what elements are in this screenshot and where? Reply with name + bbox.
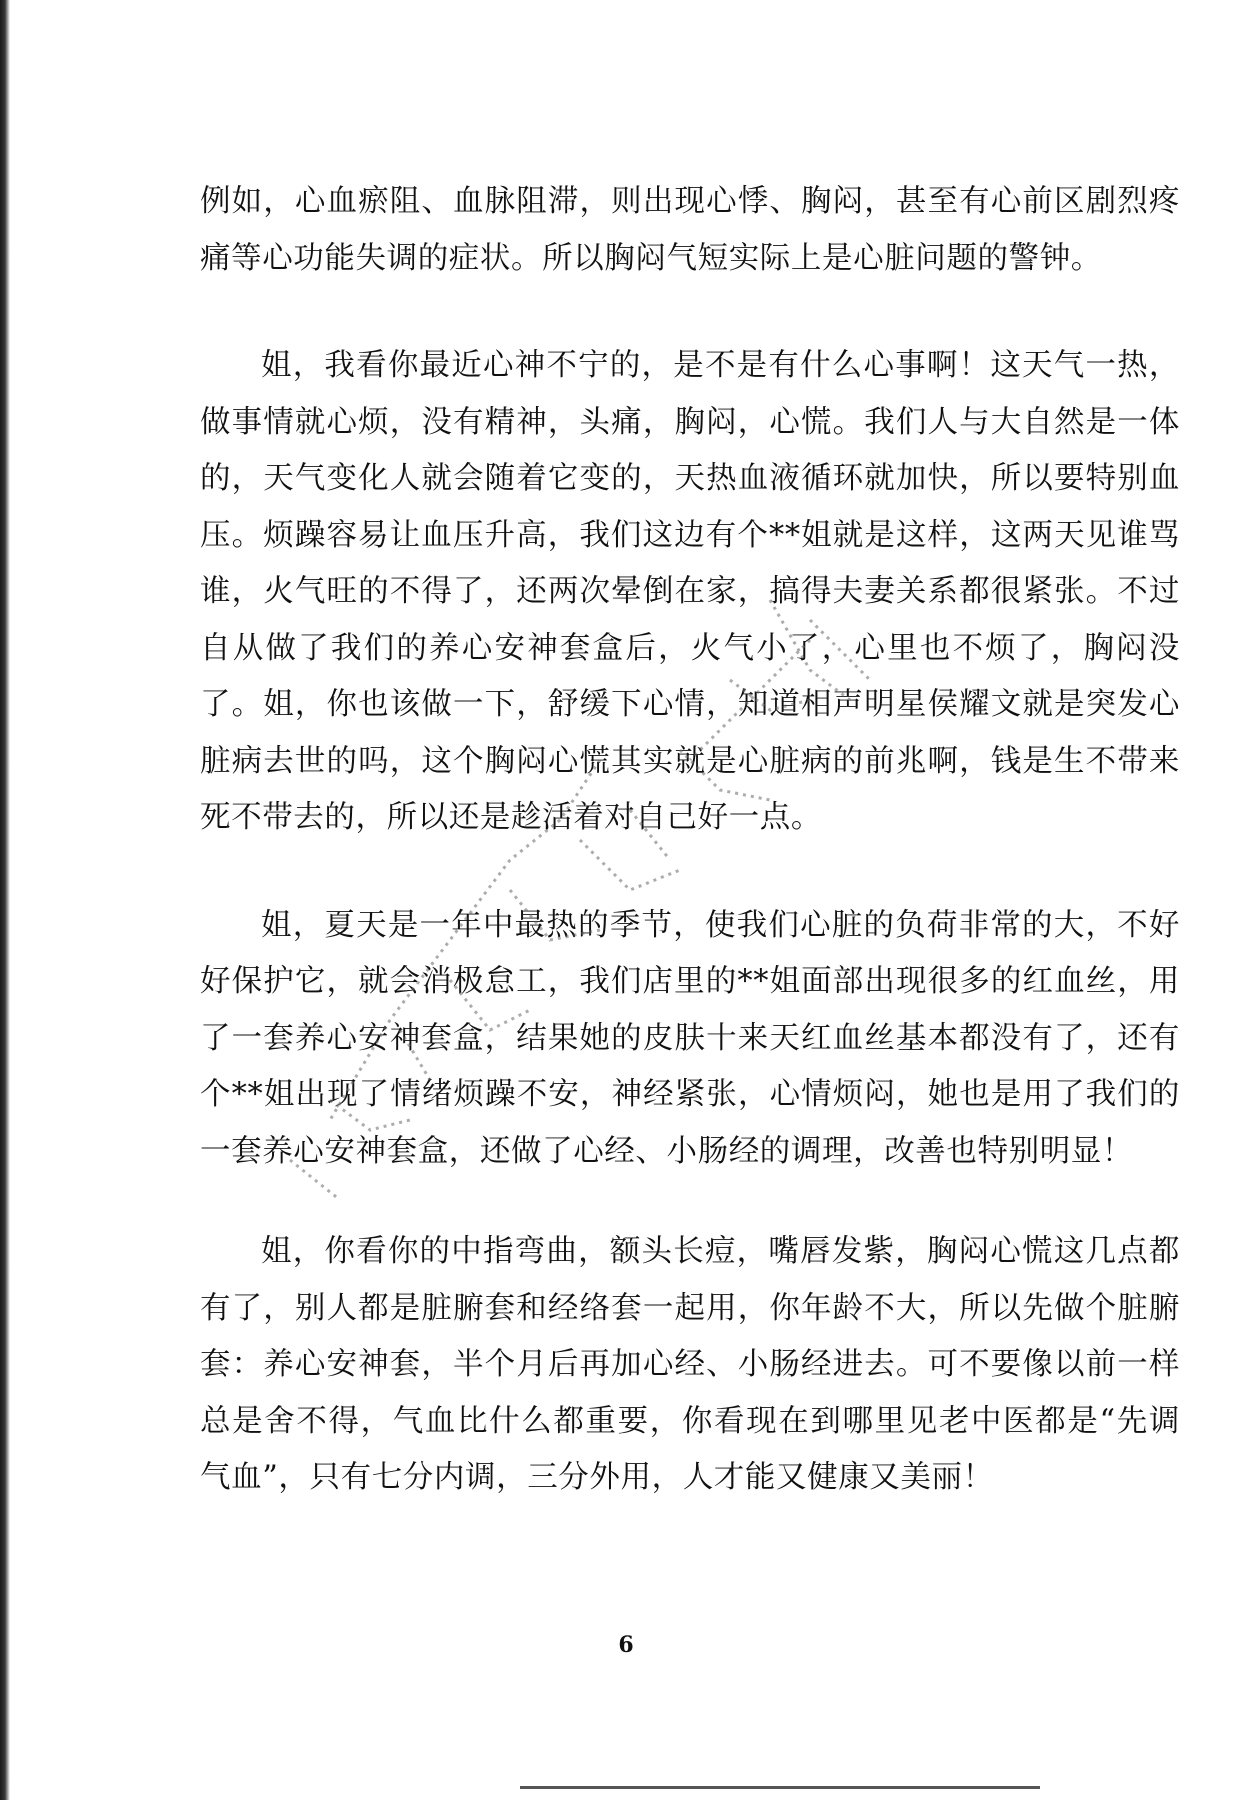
paragraph-4: 姐，你看你的中指弯曲，额头长痘，嘴唇发紫，胸闷心慌这几点都有了，别人都是脏腑套和经络套一起用，你年龄不大，所以先做个脏腑套：养心安神套，半个月后再加心经、小肠经进去。可不要像以前一样总是舍不得，气血比什么都重要，你看现在到哪里见老中医都是“先调气血”，只有七分内调，三分外用，人才能又健康又美丽！ bbox=[200, 1234, 1180, 1495]
bottom-scan-line bbox=[520, 1786, 1040, 1789]
body-text bbox=[200, 174, 1180, 1507]
paragraph-3: 姐，夏天是一年中最热的季节，使我们心脏的负荷非常的大，不好好保护它，就会消极怠工，我们店里的**姐面部出现很多的红血丝，用了一套养心安神套盒，结果她的皮肤十来天红血丝基本都没有了，还有个**姐出现了情绪烦躁不安，神经紧张，心情烦闷，她也是用了我们的一套养心安神套盒，还做了心经、小肠经的调理，改善也特别明显！ bbox=[200, 907, 1180, 1169]
paragraph-1: 例如，心血瘀阻、血脉阻滞，则出现心悸、胸闷，甚至有心前区剧烈疼痛等心功能失调的症状。所以胸闷气短实际上是心脏问题的警钟。 bbox=[200, 184, 1180, 276]
paragraph-2: 姐，我看你最近心神不宁的，是不是有什么心事啊！这天气一热，做事情就心烦，没有精神，头痛，胸闷，心慌。我们人与大自然是一体的，天气变化人就会随着它变的，天热血液循环就加快，所以要特别血压。烦躁容易让血压升高，我们这边有个**姐就是这样，这两天见谁骂谁，火气旺的不得了，还两次晕倒在家，搞得夫妻关系都很紧张。不过自从做了我们的养心安神套盒后，火气小了，心里也不烦了，胸闷没了。姐，你也该做一下，舒缓下心情，知道相声明星侯耀文就是突发心脏病去世的吗，这个胸闷心慌其实就是心脏病的前兆啊，钱是生不带来死不带去的，所以还是趁活着对自己好一点。 bbox=[200, 348, 1180, 835]
scan-edge-shadow bbox=[0, 0, 10, 1800]
page-number: 6 bbox=[618, 1632, 634, 1658]
